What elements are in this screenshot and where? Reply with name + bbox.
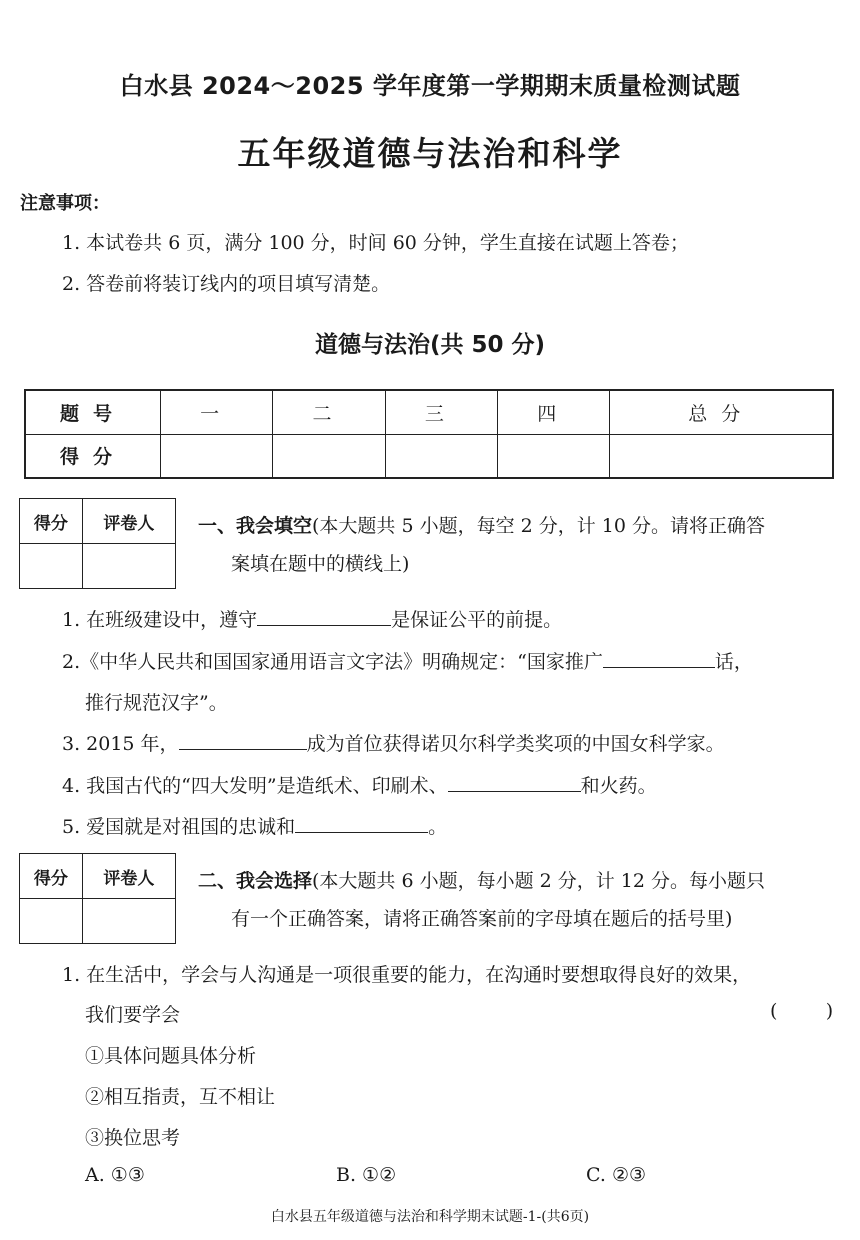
- score-table-cell: 一: [161, 390, 273, 434]
- note-item-2: 2. 答卷前将装订线内的项目填写清楚。: [62, 273, 391, 295]
- option-b[interactable]: B. ①②: [336, 1164, 397, 1186]
- choice-question-1-line2: 我们要学会: [85, 1004, 181, 1026]
- score-field[interactable]: [385, 434, 497, 478]
- answer-blank[interactable]: [603, 666, 715, 668]
- grader-name-field[interactable]: [82, 899, 175, 944]
- score-field[interactable]: [161, 434, 273, 478]
- question-text: 2.《中华人民共和国国家通用语言文字法》明确规定：“国家推广: [62, 651, 603, 673]
- score-table: [24, 389, 834, 479]
- fill-question-2: [62, 647, 753, 674]
- note-item-1: 1. 本试卷共 6 页，满分 100 分，时间 60 分钟，学生直接在试题上答卷；: [62, 232, 689, 254]
- part2-instruction-1: (本大题共 6 小题，每小题 2 分，计 12 分。每小题只: [312, 870, 766, 892]
- fill-question-4: [62, 771, 657, 798]
- notes-heading: 注意事项：: [20, 193, 110, 214]
- score-table-header-row: [25, 390, 833, 434]
- score-table-cell: 三: [385, 390, 497, 434]
- grader-box-part1: [19, 498, 176, 589]
- grader-name-field[interactable]: [82, 544, 175, 589]
- score-field[interactable]: [610, 434, 833, 478]
- part1-heading: [198, 511, 765, 538]
- answer-blank[interactable]: [257, 624, 391, 626]
- option-a[interactable]: A. ①③: [85, 1164, 145, 1186]
- option-c[interactable]: C. ②③: [586, 1164, 647, 1186]
- answer-paren[interactable]: ( ): [770, 1000, 834, 1022]
- statement-item-1: ①具体问题具体分析: [85, 1045, 257, 1067]
- grader-box-part2: [19, 853, 176, 944]
- fill-question-5: [62, 812, 447, 839]
- question-text: 成为首位获得诺贝尔科学类奖项的中国女科学家。: [306, 733, 725, 755]
- page-footer: 白水县五年级道德与法治和科学期末试题-1-(共6页): [270, 1209, 590, 1225]
- answer-blank[interactable]: [179, 748, 307, 750]
- question-text: 5. 爱国就是对祖国的忠诚和: [62, 816, 296, 838]
- part1-instruction-2: 案填在题中的横线上): [231, 553, 410, 575]
- answer-blank[interactable]: [295, 831, 428, 833]
- part1-heading-label: 一、我会填空: [198, 515, 313, 537]
- question-text: 是保证公平的前提。: [391, 609, 563, 631]
- part2-instruction-2: 有一个正确答案，请将正确答案前的字母填在题后的括号里): [231, 908, 733, 930]
- fill-question-1: [62, 605, 562, 632]
- score-table-cell: 总分: [610, 390, 833, 434]
- exam-title: 白水县 2024～2025 学年度第一学期期末质量检测试题: [119, 72, 741, 100]
- grader-name-label: 评卷人: [82, 499, 175, 544]
- score-table-cell: 题号: [25, 390, 161, 434]
- grader-score-label: 得分: [20, 499, 83, 544]
- grader-score-field[interactable]: [20, 899, 83, 944]
- answer-blank[interactable]: [448, 790, 581, 792]
- question-text: 3. 2015 年，: [62, 733, 179, 755]
- statement-item-2: ②相互指责，互不相让: [85, 1086, 276, 1108]
- score-table-cell: 二: [273, 390, 385, 434]
- section-title: 道德与法治(共 50 分): [314, 332, 546, 358]
- grader-score-label: 得分: [20, 854, 83, 899]
- part2-heading: [198, 866, 765, 893]
- choice-question-1-line1: 1. 在生活中，学会与人沟通是一项很重要的能力，在沟通时要想取得良好的效果，: [62, 964, 752, 986]
- score-table-cell: 四: [498, 390, 610, 434]
- question-text: 。: [428, 816, 448, 838]
- statement-item-3: ③换位思考: [85, 1127, 181, 1149]
- question-text: 4. 我国古代的“四大发明”是造纸术、印刷术、: [62, 775, 448, 797]
- score-field[interactable]: [498, 434, 610, 478]
- part1-instruction-1: (本大题共 5 小题，每空 2 分，计 10 分。请将正确答: [312, 515, 766, 537]
- question-text: 1. 在班级建设中，遵守: [62, 609, 258, 631]
- score-table-score-row: [25, 434, 833, 478]
- exam-subtitle: 五年级道德与法治和科学: [237, 134, 623, 173]
- score-table-cell: 得分: [25, 434, 161, 478]
- grader-score-field[interactable]: [20, 544, 83, 589]
- question-text: 话，: [714, 651, 753, 673]
- fill-question-3: [62, 729, 725, 756]
- score-field[interactable]: [273, 434, 385, 478]
- part2-heading-label: 二、我会选择: [198, 870, 313, 892]
- fill-question-2-cont: 推行规范汉字”。: [85, 692, 228, 714]
- question-text: 和火药。: [580, 775, 657, 797]
- grader-name-label: 评卷人: [82, 854, 175, 899]
